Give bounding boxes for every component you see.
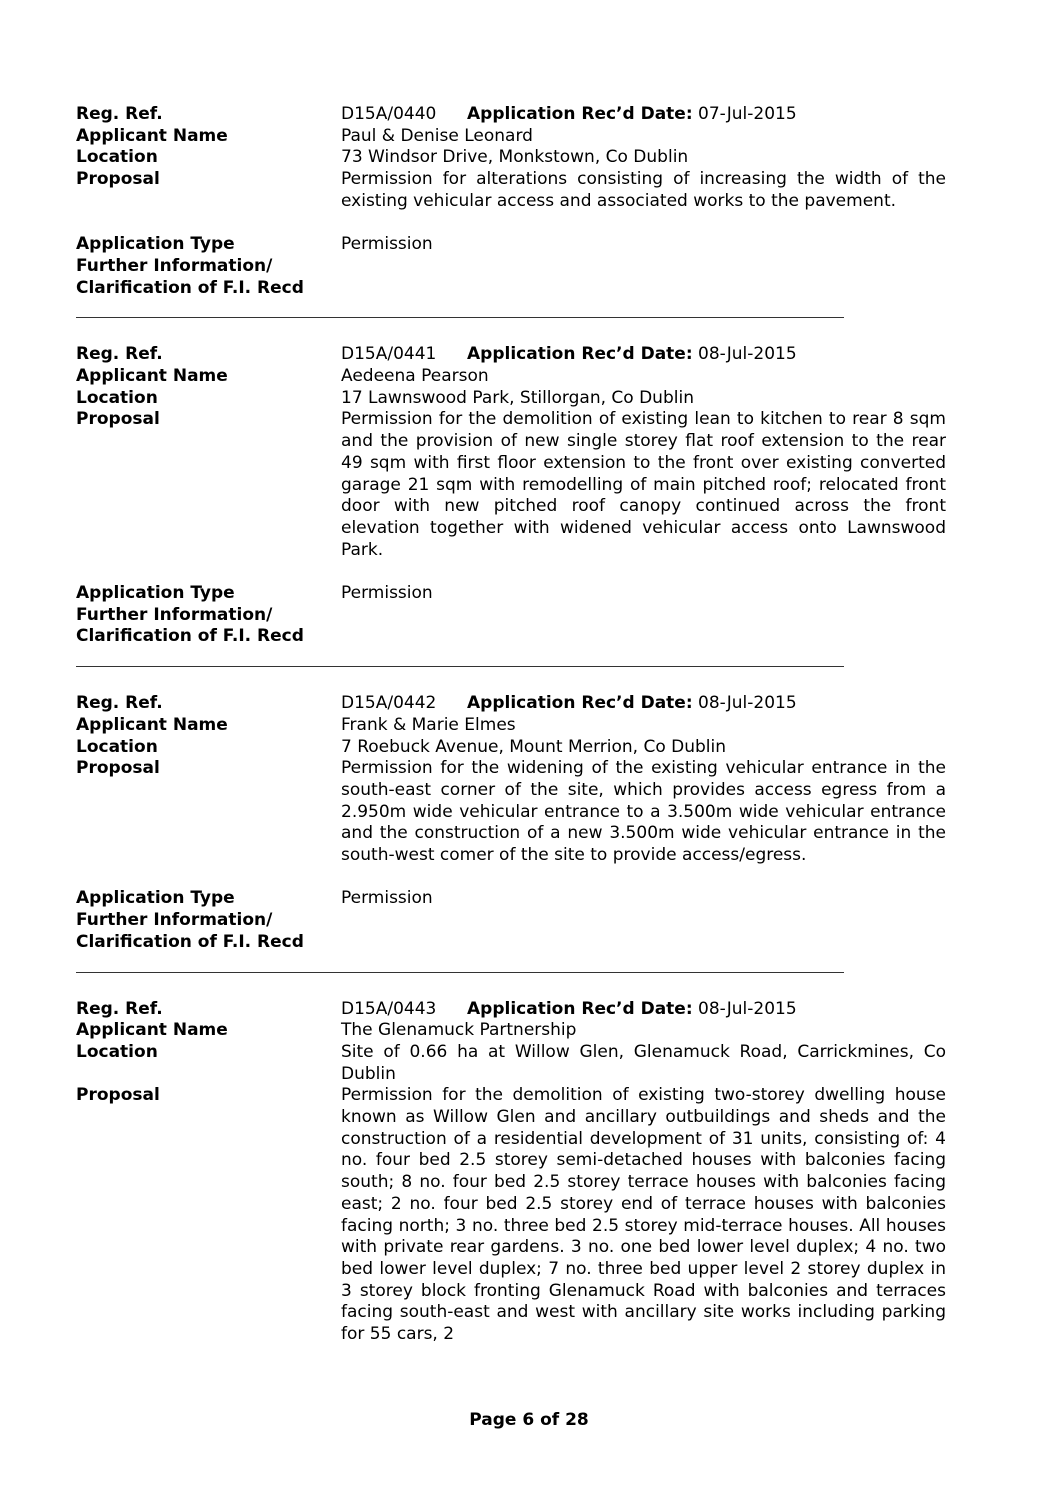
separator-line [76,317,844,318]
location-label: Location [76,147,158,168]
rec-date-value: 08-Jul-2015 [698,344,797,365]
application-entry [76,999,946,1346]
reg-ref-label: Reg. Ref. [76,998,163,1019]
reg-ref-value: D15A/0441 [341,344,437,365]
proposal-label: Proposal [76,1085,160,1106]
location-value: 73 Windsor Drive, Monkstown, Co Dublin [341,147,689,168]
rec-date-label: Application Rec’d Date: [467,104,693,124]
application-type-value: Permission [341,234,433,255]
application-entry [76,344,946,667]
rec-date-value: 07-Jul-2015 [698,104,797,124]
reg-ref-value: D15A/0440 [341,104,437,124]
location-label: Location [76,736,158,757]
proposal-value: Permission for alterations consisting of increasing the width of the existing vehicular access and associated works to the pavement. [341,169,946,211]
further-info-label: Further Information/ [76,255,273,276]
reg-ref-value: D15A/0443 [341,998,437,1019]
clarification-label: Clarification of F.I. Recd [76,931,304,952]
separator-line [76,666,844,667]
proposal-label: Proposal [76,169,160,190]
clarification-label: Clarification of F.I. Recd [76,626,304,647]
application-entry [76,104,946,318]
location-value: 17 Lawnswood Park, Stillorgan, Co Dublin [341,387,694,408]
application-type-value: Permission [341,583,433,604]
location-value: 7 Roebuck Avenue, Mount Merrion, Co Dublin [341,736,727,757]
proposal-value: Permission for the demolition of existing two-storey dwelling house known as Willow Glen and ancillary outbuildings and sheds and the construction of a residential development of 31 units, consisting of: 4 no. four bed 2.5 storey semi-detached houses with balconies facing south; 8 no. four bed 2.5 storey terrace houses with balconies facing east; 2 no. four bed 2.5 storey end of terrace houses with balconies facing north; 3 no. three bed 2.5 storey mid-terrace houses. All houses with private rear gardens. 3 no. one bed lower level duplex; 4 no. two bed lower level duplex; 7 no. three bed upper level 2 storey duplex in 3 storey block fronting Glenamuck Road with balconies and terraces facing south-east and west with ancillary site works including parking for 55 cars, 2 [341,1085,946,1345]
proposal-label: Proposal [76,409,160,430]
reg-ref-label: Reg. Ref. [76,344,163,365]
location-label: Location [76,1041,158,1062]
reg-ref-value: D15A/0442 [341,693,437,714]
proposal-value: Permission for the widening of the existing vehicular entrance in the south-east corner of the site, which provides access egress from a 2.950m wide vehicular entrance to a 3.500m wide vehicular entrance and the construction of a new 3.500m wide vehicular entrance in the south-west comer of the site to provide access/egress. [341,758,946,866]
further-info-label: Further Information/ [76,604,273,625]
applicant-name-value: Aedeena Pearson [341,366,489,387]
rec-date-value: 08-Jul-2015 [698,998,797,1019]
location-label: Location [76,387,158,408]
application-entry [76,693,946,972]
rec-date-label: Application Rec’d Date: [467,693,693,714]
further-info-label: Further Information/ [76,910,273,931]
applicant-name-label: Applicant Name [76,1020,228,1041]
application-type-label: Application Type [76,583,235,604]
application-type-label: Application Type [76,234,235,255]
applicant-name-value: Frank & Marie Elmes [341,714,516,735]
applicant-name-label: Applicant Name [76,714,228,735]
proposal-label: Proposal [76,758,160,779]
rec-date-label: Application Rec’d Date: [467,344,693,365]
clarification-label: Clarification of F.I. Recd [76,277,304,298]
rec-date-label: Application Rec’d Date: [467,998,693,1019]
reg-ref-label: Reg. Ref. [76,104,163,124]
page-number: Page 6 of 28 [469,1410,589,1430]
reg-ref-label: Reg. Ref. [76,693,163,714]
applicant-name-label: Applicant Name [76,125,228,146]
separator-line [76,972,844,973]
applicant-name-value: The Glenamuck Partnership [341,1020,577,1041]
applicant-name-value: Paul & Denise Leonard [341,125,533,146]
rec-date-value: 08-Jul-2015 [698,693,797,714]
planning-list [76,104,946,1346]
applicant-name-label: Applicant Name [76,366,228,387]
proposal-value: Permission for the demolition of existing lean to kitchen to rear 8 sqm and the provision of new single storey flat roof extension to the rear 49 sqm with first floor extension to the front over existing converted garage 21 sqm with remodelling of main pitched roof; relocated front door with new pitched roof canopy continued across the front elevation together with widened vehicular access onto Lawnswood Park. [341,409,946,560]
application-type-label: Application Type [76,888,235,909]
location-value: Site of 0.66 ha at Willow Glen, Glenamuck Road, Carrickmines, Co Dublin [341,1041,946,1084]
application-type-value: Permission [341,888,433,909]
